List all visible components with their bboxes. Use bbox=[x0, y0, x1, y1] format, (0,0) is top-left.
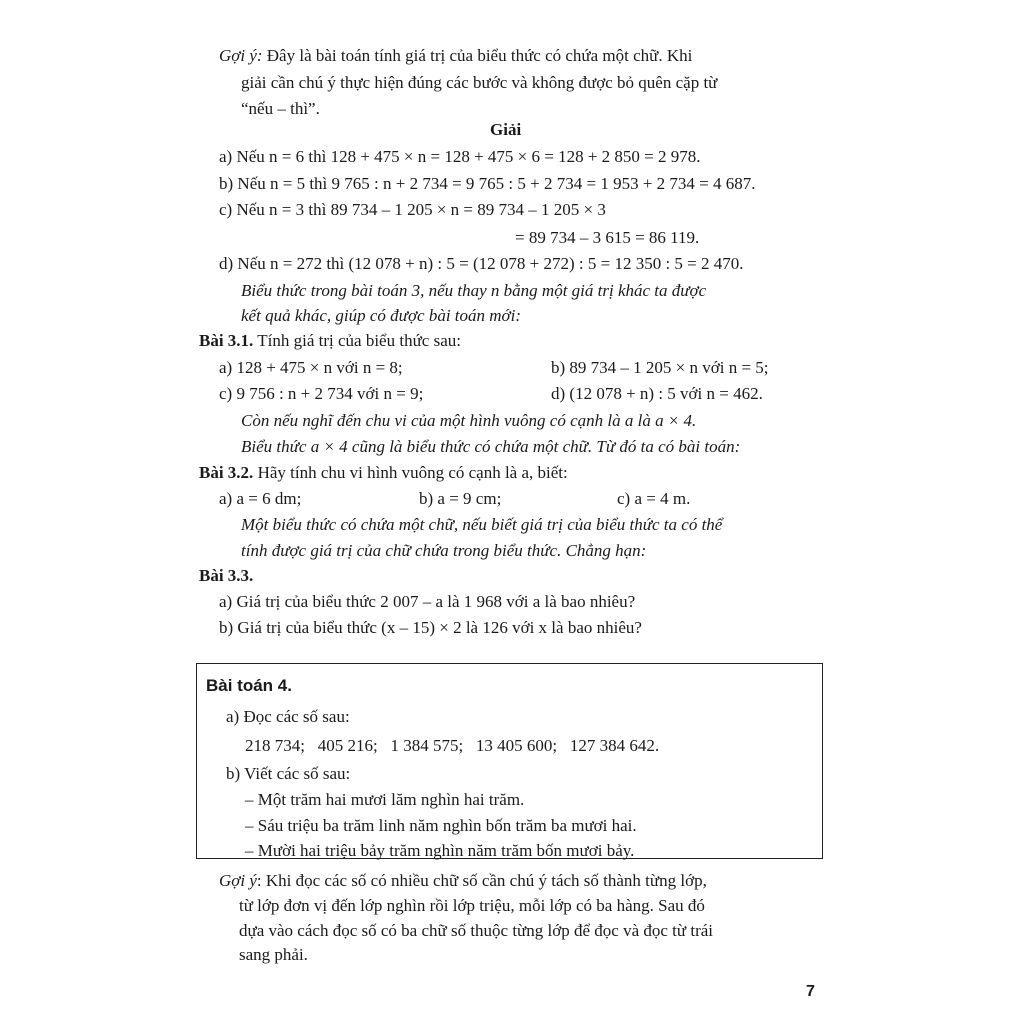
exercise-3-3-a: a) Giá trị của biểu thức 2 007 – a là 1 968 với a là bao nhiêu? bbox=[219, 592, 636, 611]
exercise-3-1-a: a) 128 + 475 × n với n = 8; bbox=[219, 358, 403, 377]
hint-2-line-2: từ lớp đơn vị đến lớp nghìn rồi lớp triệu, mỗi lớp có ba hàng. Sau đó bbox=[239, 896, 705, 915]
exercise-3-3-b: b) Giá trị của biểu thức (x – 15) × 2 là 126 với x là bao nhiêu? bbox=[219, 618, 642, 637]
hint-line-3: “nếu – thì”. bbox=[241, 99, 320, 118]
solution-a: a) Nếu n = 6 thì 128 + 475 × n = 128 + 475 × 6 = 128 + 2 850 = 2 978. bbox=[219, 147, 701, 166]
exercise-3-1-b: b) 89 734 – 1 205 × n với n = 5; bbox=[551, 358, 769, 377]
solution-c-line-1: c) Nếu n = 3 thì 89 734 – 1 205 × n = 89 734 – 1 205 × 3 bbox=[219, 200, 606, 219]
solution-c-line-2: = 89 734 – 3 615 = 86 119. bbox=[515, 228, 700, 247]
note-2-line-1: Còn nếu nghĩ đến chu vi của một hình vuông có cạnh là a là a × 4. bbox=[241, 411, 697, 430]
problem-4-item: – Sáu triệu ba trăm linh năm nghìn bốn trăm ba mươi hai. bbox=[245, 816, 637, 835]
exercise-3-3-title: Bài 3.3. bbox=[199, 566, 254, 585]
note-3-line-2: tính được giá trị của chữ chứa trong biểu thức. Chẳng hạn: bbox=[241, 541, 647, 560]
note-2-line-2: Biểu thức a × 4 cũng là biểu thức có chứa một chữ. Từ đó ta có bài toán: bbox=[241, 437, 741, 456]
exercise-3-2-a: a) a = 6 dm; bbox=[219, 489, 302, 508]
hint-2-label: Gợi ý bbox=[219, 871, 257, 890]
solution-b: b) Nếu n = 5 thì 9 765 : n + 2 734 = 9 765 : 5 + 2 734 = 1 953 + 2 734 = 4 687. bbox=[219, 174, 756, 193]
solution-d: d) Nếu n = 272 thì (12 078 + n) : 5 = (12 078 + 272) : 5 = 12 350 : 5 = 2 470. bbox=[219, 254, 744, 273]
problem-4-item: – Một trăm hai mươi lăm nghìn hai trăm. bbox=[245, 790, 525, 809]
exercise-3-1-title: Bài 3.1. bbox=[199, 331, 254, 350]
exercise-3-2-b: b) a = 9 cm; bbox=[419, 489, 502, 508]
problem-4-numbers: 218 734; 405 216; 1 384 575; 13 405 600; 127 384 642. bbox=[245, 736, 660, 755]
solution-heading: Giải bbox=[490, 120, 522, 139]
exercise-3-2-header: Bài 3.2. Hãy tính chu vi hình vuông có cạnh là a, biết: bbox=[199, 463, 568, 482]
hint-line-2: giải cần chú ý thực hiện đúng các bước và không được bỏ quên cặp từ bbox=[241, 73, 718, 92]
hint-line-1: Gợi ý: Đây là bài toán tính giá trị của biểu thức có chứa một chữ. Khi bbox=[219, 46, 693, 65]
problem-4-title: Bài toán 4. bbox=[206, 676, 292, 695]
exercise-3-2-title: Bài 3.2. bbox=[199, 463, 254, 482]
hint-2-line-1: Gợi ý: Khi đọc các số có nhiều chữ số cần chú ý tách số thành từng lớp, bbox=[219, 871, 707, 890]
hint-label: Gợi ý: bbox=[219, 46, 263, 65]
exercise-3-1-header: Bài 3.1. Tính giá trị của biểu thức sau: bbox=[199, 331, 461, 350]
note-1-line-2: kết quả khác, giúp có được bài toán mới: bbox=[241, 306, 521, 325]
problem-4-b: b) Viết các số sau: bbox=[226, 764, 351, 783]
exercise-3-1-d: d) (12 078 + n) : 5 với n = 462. bbox=[551, 384, 763, 403]
hint-2-line-4: sang phải. bbox=[239, 945, 308, 964]
note-1-line-1: Biểu thức trong bài toán 3, nếu thay n bằng một giá trị khác ta được bbox=[241, 281, 707, 300]
problem-4-item: – Mười hai triệu bảy trăm nghìn năm trăm bốn mươi bảy. bbox=[245, 841, 635, 860]
exercise-3-1-c: c) 9 756 : n + 2 734 với n = 9; bbox=[219, 384, 424, 403]
hint-2-line-3: dựa vào cách đọc số có ba chữ số thuộc từng lớp để đọc và đọc từ trái bbox=[239, 921, 714, 940]
problem-4-a: a) Đọc các số sau: bbox=[226, 707, 350, 726]
exercise-3-2-c: c) a = 4 m. bbox=[617, 489, 691, 508]
page-number: 7 bbox=[806, 983, 815, 1000]
note-3-line-1: Một biểu thức có chứa một chữ, nếu biết giá trị của biểu thức ta có thể bbox=[241, 515, 723, 534]
